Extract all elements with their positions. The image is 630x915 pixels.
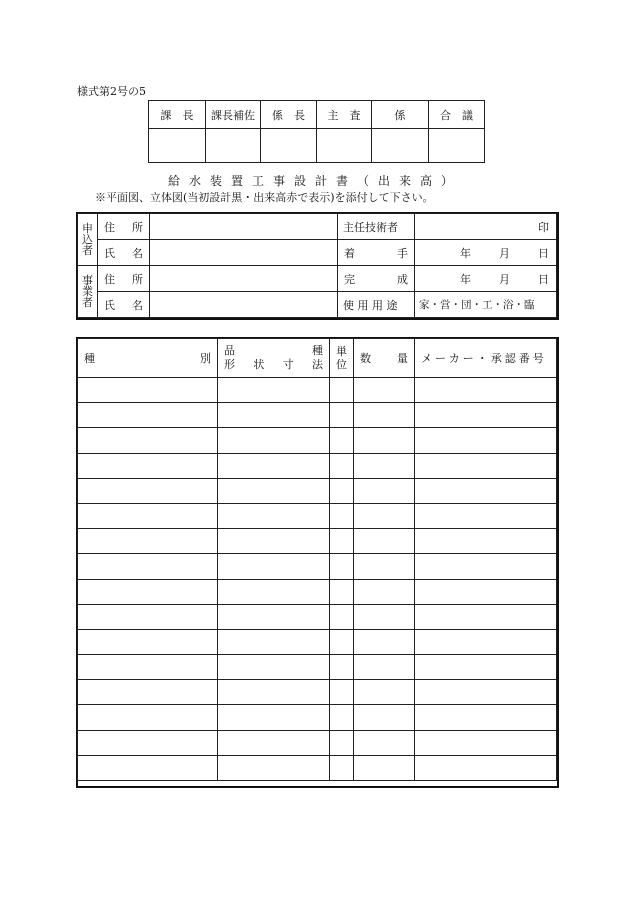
- item-unit-cell[interactable]: [330, 730, 354, 755]
- table-row: [78, 655, 557, 680]
- item-maker-cell[interactable]: [415, 428, 557, 453]
- item-unit-cell[interactable]: [330, 478, 354, 503]
- applicant-group-label: 申 込 者: [78, 214, 98, 266]
- item-maker-cell[interactable]: [415, 378, 557, 403]
- applicant-name-field[interactable]: [150, 240, 338, 266]
- item-unit-cell[interactable]: [330, 629, 354, 654]
- item-shape-cell[interactable]: [218, 604, 330, 629]
- item-type-cell[interactable]: [78, 529, 218, 554]
- item-type-cell[interactable]: [78, 680, 218, 705]
- table-row: [78, 453, 557, 478]
- item-quantity-cell[interactable]: [354, 579, 415, 604]
- table-row: [78, 554, 557, 579]
- item-type-cell[interactable]: [78, 755, 218, 780]
- item-unit-cell[interactable]: [330, 755, 354, 780]
- complete-label: 完 成: [338, 266, 415, 292]
- form-number: 様式第2号の5: [77, 85, 146, 98]
- approval-stamp-box[interactable]: [149, 129, 206, 163]
- item-type-cell[interactable]: [78, 478, 218, 503]
- usage-options[interactable]: 家・営・団・工・浴・臨: [415, 292, 557, 318]
- item-unit-cell[interactable]: [330, 579, 354, 604]
- complete-date-field[interactable]: 年 月 日: [415, 266, 557, 292]
- item-unit-cell[interactable]: [330, 604, 354, 629]
- approval-stamp-box[interactable]: [429, 129, 485, 163]
- item-maker-cell[interactable]: [415, 680, 557, 705]
- business-name-field[interactable]: [150, 292, 338, 318]
- table-row: [78, 705, 557, 730]
- item-unit-cell[interactable]: [330, 503, 354, 528]
- item-unit-cell[interactable]: [330, 655, 354, 680]
- item-type-cell[interactable]: [78, 503, 218, 528]
- item-shape-cell[interactable]: [218, 453, 330, 478]
- table-row: [78, 403, 557, 428]
- applicant-address-label: 住 所: [98, 214, 150, 240]
- item-quantity-cell[interactable]: [354, 428, 415, 453]
- table-row: [78, 730, 557, 755]
- business-address-field[interactable]: [150, 266, 338, 292]
- approval-header-inspector: 主 査: [317, 101, 372, 129]
- item-maker-cell[interactable]: [415, 503, 557, 528]
- item-shape-cell[interactable]: [218, 378, 330, 403]
- item-type-cell[interactable]: [78, 428, 218, 453]
- item-type-cell[interactable]: [78, 453, 218, 478]
- item-maker-cell[interactable]: [415, 579, 557, 604]
- approval-header-staff: 係: [372, 101, 429, 129]
- table-row: [78, 378, 557, 403]
- item-quantity-cell[interactable]: [354, 403, 415, 428]
- item-maker-cell[interactable]: [415, 730, 557, 755]
- chief-engineer-label: 主任技術者: [338, 214, 415, 240]
- table-row: [78, 579, 557, 604]
- item-unit-cell[interactable]: [330, 453, 354, 478]
- item-type-cell[interactable]: [78, 655, 218, 680]
- approval-header-consultation: 合 議: [429, 101, 485, 129]
- col-header-unit: 単 位: [330, 339, 354, 378]
- table-row: [78, 478, 557, 503]
- start-label: 着 手: [338, 240, 415, 266]
- applicant-table: [77, 213, 557, 318]
- table-row: [78, 428, 557, 453]
- item-maker-cell[interactable]: [415, 478, 557, 503]
- item-quantity-cell[interactable]: [354, 680, 415, 705]
- item-unit-cell[interactable]: [330, 705, 354, 730]
- item-type-cell[interactable]: [78, 629, 218, 654]
- item-quantity-cell[interactable]: [354, 378, 415, 403]
- item-shape-cell[interactable]: [218, 554, 330, 579]
- table-row: [78, 529, 557, 554]
- item-type-cell[interactable]: [78, 604, 218, 629]
- applicant-name-label: 氏 名: [98, 240, 150, 266]
- item-shape-cell[interactable]: [218, 680, 330, 705]
- item-type-cell[interactable]: [78, 378, 218, 403]
- item-maker-cell[interactable]: [415, 403, 557, 428]
- item-type-cell[interactable]: [78, 579, 218, 604]
- item-unit-cell[interactable]: [330, 428, 354, 453]
- items-table: [77, 338, 557, 781]
- start-date-field[interactable]: 年 月 日: [415, 240, 557, 266]
- item-quantity-cell[interactable]: [354, 453, 415, 478]
- item-quantity-cell[interactable]: [354, 629, 415, 654]
- item-maker-cell[interactable]: [415, 629, 557, 654]
- item-quantity-cell[interactable]: [354, 730, 415, 755]
- item-type-cell[interactable]: [78, 554, 218, 579]
- table-row: [78, 604, 557, 629]
- chief-engineer-field[interactable]: [415, 214, 557, 240]
- approval-header-deputy-chief: 課長補佐: [206, 101, 261, 129]
- item-unit-cell[interactable]: [330, 529, 354, 554]
- item-quantity-cell[interactable]: [354, 604, 415, 629]
- item-maker-cell[interactable]: [415, 705, 557, 730]
- document-title: 給水装置工事設計書（出来高）: [167, 174, 462, 188]
- item-unit-cell[interactable]: [330, 378, 354, 403]
- item-maker-cell[interactable]: [415, 755, 557, 780]
- item-quantity-cell[interactable]: [354, 529, 415, 554]
- item-shape-cell[interactable]: [218, 655, 330, 680]
- table-row: [78, 755, 557, 780]
- item-maker-cell[interactable]: [415, 604, 557, 629]
- item-maker-cell[interactable]: [415, 529, 557, 554]
- business-group-label: 事 業 者: [78, 266, 98, 318]
- item-type-cell[interactable]: [78, 403, 218, 428]
- approval-header-section-chief: 課 長: [149, 101, 206, 129]
- business-address-label: 住 所: [98, 266, 150, 292]
- item-quantity-cell[interactable]: [354, 705, 415, 730]
- item-quantity-cell[interactable]: [354, 755, 415, 780]
- applicant-address-field[interactable]: [150, 214, 338, 240]
- item-shape-cell[interactable]: [218, 478, 330, 503]
- item-shape-cell[interactable]: [218, 705, 330, 730]
- approval-header-unit-chief: 係 長: [261, 101, 317, 129]
- approval-stamp-box[interactable]: [261, 129, 317, 163]
- item-maker-cell[interactable]: [415, 554, 557, 579]
- business-name-label: 氏 名: [98, 292, 150, 318]
- table-row: [78, 680, 557, 705]
- col-header-quantity: 数 量: [354, 339, 415, 378]
- attachment-note: ※平面図、立体図(当初設計黒・出来高赤で表示)を添付して下さい。: [95, 191, 434, 204]
- item-quantity-cell[interactable]: [354, 655, 415, 680]
- seal-mark: 印: [538, 220, 549, 234]
- item-quantity-cell[interactable]: [354, 478, 415, 503]
- item-shape-cell[interactable]: [218, 403, 330, 428]
- item-shape-cell[interactable]: [218, 529, 330, 554]
- approval-stamp-box[interactable]: [372, 129, 429, 163]
- item-quantity-cell[interactable]: [354, 554, 415, 579]
- col-header-type: 種 別: [78, 339, 218, 378]
- item-shape-cell[interactable]: [218, 579, 330, 604]
- approval-stamp-table: [148, 100, 485, 163]
- item-type-cell[interactable]: [78, 705, 218, 730]
- item-shape-cell[interactable]: [218, 730, 330, 755]
- approval-stamp-box[interactable]: [317, 129, 372, 163]
- item-unit-cell[interactable]: [330, 554, 354, 579]
- item-maker-cell[interactable]: [415, 655, 557, 680]
- item-maker-cell[interactable]: [415, 453, 557, 478]
- item-shape-cell[interactable]: [218, 503, 330, 528]
- item-unit-cell[interactable]: [330, 680, 354, 705]
- table-row: [78, 503, 557, 528]
- item-shape-cell[interactable]: [218, 755, 330, 780]
- approval-stamp-box[interactable]: [206, 129, 261, 163]
- item-type-cell[interactable]: [78, 730, 218, 755]
- col-header-maker: メーカー・承認番号: [415, 339, 557, 378]
- item-unit-cell[interactable]: [330, 403, 354, 428]
- item-quantity-cell[interactable]: [354, 503, 415, 528]
- table-row: [78, 629, 557, 654]
- usage-label: 使 用 用 途: [338, 292, 415, 318]
- item-shape-cell[interactable]: [218, 428, 330, 453]
- item-shape-cell[interactable]: [218, 629, 330, 654]
- col-header-item-shape: 品 種 形 状 寸 法: [218, 339, 330, 378]
